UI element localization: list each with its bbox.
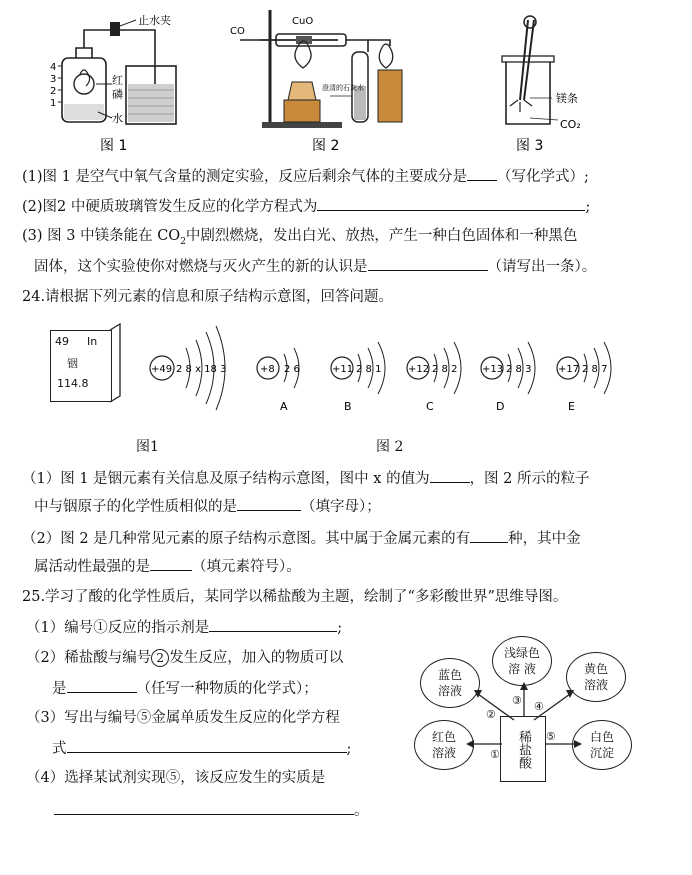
atom-E-nucleus: +17 [558, 364, 580, 375]
q25-p2-text2: 发生反应，加入的物质可以 [169, 650, 344, 666]
q23-part2 [22, 196, 590, 217]
fig2-cuo-label: CuO [292, 16, 314, 27]
map-num-1: ① [490, 748, 500, 761]
in-shells: 2 8 x 18 3 [176, 364, 227, 375]
q24-title: 24.请根据下列元素的信息和原子结构示意图，回答问题。 [22, 289, 394, 305]
atom-C-nucleus: +12 [408, 364, 430, 375]
atom-E-shells: 2 8 7 [582, 364, 608, 375]
q24-p1-blank2[interactable] [237, 496, 301, 511]
q23-p2-blank[interactable] [317, 196, 585, 211]
atom-E-letter: E [568, 400, 575, 413]
fig1-mark-3: 3 [50, 74, 57, 85]
q25-part4-cont [54, 800, 369, 821]
q23-p3-text3: 固体，这个实验使你对燃烧与灭火产生的新的认识是 [34, 259, 368, 275]
atom-D-shells: 2 8 3 [506, 364, 532, 375]
q25-p2-blank[interactable] [67, 678, 137, 693]
in-nucleus: +49 [151, 364, 173, 375]
q23-p3-text2: 中剧烈燃烧，发出白光、放热，产生一种白色固体和一种黑色 [185, 228, 578, 244]
q24-p2-text: （2）图 2 是几种常见元素的原子结构示意图。其中属于金属元素的有 [22, 531, 471, 547]
q25-part3-cont [52, 738, 351, 759]
q24-part1-cont [34, 496, 381, 517]
atom-A-letter: A [280, 400, 288, 413]
q23-part1 [22, 166, 589, 187]
q25-part3: （3）写出与编号⑤金属单质发生反应的化学方程 [26, 710, 340, 726]
card-3d-edge [108, 322, 124, 406]
card-number: 49 [55, 335, 69, 348]
q23-p3-suffix: （请写出一条）。 [487, 259, 597, 275]
node-right-line2: 沉淀 [589, 746, 614, 760]
fig1-water-label: 水 [112, 112, 123, 125]
atom-D-nucleus: +13 [482, 364, 504, 375]
map-num-2: ② [486, 708, 496, 721]
fig1-mark-4: 4 [50, 62, 57, 73]
q23-p1-blank[interactable] [467, 166, 497, 181]
node-ul-line1: 蓝色 [437, 668, 462, 682]
q25-p1-text: （1）编号①反应的指示剂是 [26, 620, 210, 636]
fig1-caption: 图 1 [100, 138, 128, 154]
q24-p2-suffix: （填元素符号）。 [192, 559, 301, 575]
map-node-white-ppt [572, 720, 632, 770]
atom-C-letter: C [426, 400, 434, 413]
q25-p2-suffix: （任写一种物质的化学式）； [136, 681, 318, 697]
q24-p1-text3: 中与铟原子的化学性质相似的是 [34, 499, 237, 515]
q24-part2 [22, 528, 581, 549]
atom-A-nucleus: +8 [260, 364, 275, 375]
q25-p1-suffix: ; [337, 620, 343, 636]
q23-part3-cont [34, 256, 596, 277]
atom-A-shells: 2 6 [284, 364, 300, 375]
map-node-red [414, 720, 474, 770]
q23-p2-suffix: ; [585, 199, 591, 215]
map-node-light-green [492, 636, 552, 686]
q23-p3-blank[interactable] [368, 256, 488, 271]
q24-p1-blank[interactable] [430, 468, 470, 483]
atom-diagrams [140, 318, 680, 418]
node-top-line2: 溶 液 [508, 662, 536, 676]
q23-p1-text: (1)图 1 是空气中氧气含量的测定实验，反应后剩余气体的主要成分是 [22, 169, 467, 185]
fig1-mark-2: 2 [50, 86, 57, 97]
fig3-caption: 图 3 [516, 138, 544, 154]
node-ur-line1: 黄色 [583, 662, 608, 676]
card-mass: 114.8 [57, 377, 89, 390]
q23-part3 [22, 226, 577, 252]
q23-p3-sub: 2 [180, 236, 186, 247]
fig2-co-label: CO [230, 26, 245, 37]
q24-p2-blank[interactable] [470, 528, 508, 543]
atom-B-nucleus: +11 [332, 364, 354, 375]
q25-part2 [26, 648, 343, 668]
fig1-clamp-label: 止水夹 [138, 14, 171, 27]
map-center-acid: 稀盐酸 [500, 716, 546, 782]
q25-p4-blank[interactable] [54, 800, 354, 815]
node-left-line1: 红色 [431, 730, 456, 744]
q25-p2-circled-num: 2 [151, 649, 169, 667]
node-top-line1: 浅绿色 [503, 646, 540, 660]
top-figures [0, 0, 692, 162]
node-left-line2: 溶液 [431, 746, 456, 760]
q25-title: 25.学习了酸的化学性质后，某同学以稀盐酸为主题，绘制了“多彩酸世界”思维导图。 [22, 589, 568, 605]
map-node-blue [420, 658, 480, 708]
figure-2-apparatus [240, 10, 402, 128]
q24-p2-text2: 种，其中金 [508, 531, 581, 547]
fig2-caption: 图 2 [312, 138, 340, 154]
card-name: 铟 [67, 357, 78, 370]
fig3-mg-label: 镁条 [556, 92, 578, 105]
q23-p3-text: (3) 图 3 中镁条能在 CO [22, 228, 181, 244]
fig2-limewater-label: 澄清的石灰水 [322, 84, 364, 92]
atom-D-letter: D [496, 400, 505, 413]
q24-fig2-caption: 图 2 [376, 439, 404, 455]
q24-p1-suffix: （填字母）； [301, 499, 381, 515]
q25-part1 [26, 617, 342, 638]
q24-part1 [22, 468, 590, 489]
map-node-yellow [566, 652, 626, 702]
q25-part4: （4）选择某试剂实现⑤，该反应发生的实质是 [26, 770, 326, 786]
q23-p1-suffix: （写化学式）; [496, 169, 589, 185]
fig3-co2-label: CO₂ [560, 118, 581, 131]
map-num-5: ⑤ [546, 730, 556, 743]
card-symbol: In [87, 335, 98, 348]
fig1-red-label: 红 [112, 74, 123, 87]
q24-p2-text3: 属活动性最强的是 [34, 559, 150, 575]
atom-B-letter: B [344, 400, 352, 413]
node-right-line1: 白色 [589, 730, 614, 744]
q24-fig1-caption: 图1 [136, 439, 159, 455]
q24-p1-text: （1）图 1 是铟元素有关信息及原子结构示意图，图中 x 的值为 [22, 471, 430, 487]
q24-p2-blank2[interactable] [150, 556, 192, 571]
q25-p4-suffix: 。 [354, 803, 369, 819]
q25-p3-text: 式 [52, 741, 67, 757]
q23-p2-text: (2)图2 中硬质玻璃管发生反应的化学方程式为 [22, 199, 318, 215]
q25-p3-blank[interactable] [67, 738, 347, 753]
q25-part2-cont [52, 678, 318, 699]
q25-p3-suffix: ; [346, 741, 352, 757]
q25-p1-blank[interactable] [209, 617, 337, 632]
fig1-mark-1: 1 [50, 98, 57, 109]
fig1-phosphorus-label: 磷 [112, 88, 123, 101]
node-ul-line2: 溶液 [437, 684, 462, 698]
element-card [50, 330, 112, 402]
figure-3-apparatus [502, 16, 558, 124]
q25-p2-text3: 是 [52, 681, 67, 697]
q24-p1-text2: ，图 2 所示的粒子 [469, 471, 590, 487]
figure-1-apparatus [58, 20, 176, 124]
atom-B-shells: 2 8 1 [356, 364, 382, 375]
q25-p2-text: （2）稀盐酸与编号 [26, 650, 152, 666]
node-ur-line2: 溶液 [583, 678, 608, 692]
atom-C-shells: 2 8 2 [432, 364, 458, 375]
map-num-4: ④ [534, 700, 544, 713]
q24-part2-cont [34, 556, 301, 577]
map-num-3: ③ [512, 694, 522, 707]
